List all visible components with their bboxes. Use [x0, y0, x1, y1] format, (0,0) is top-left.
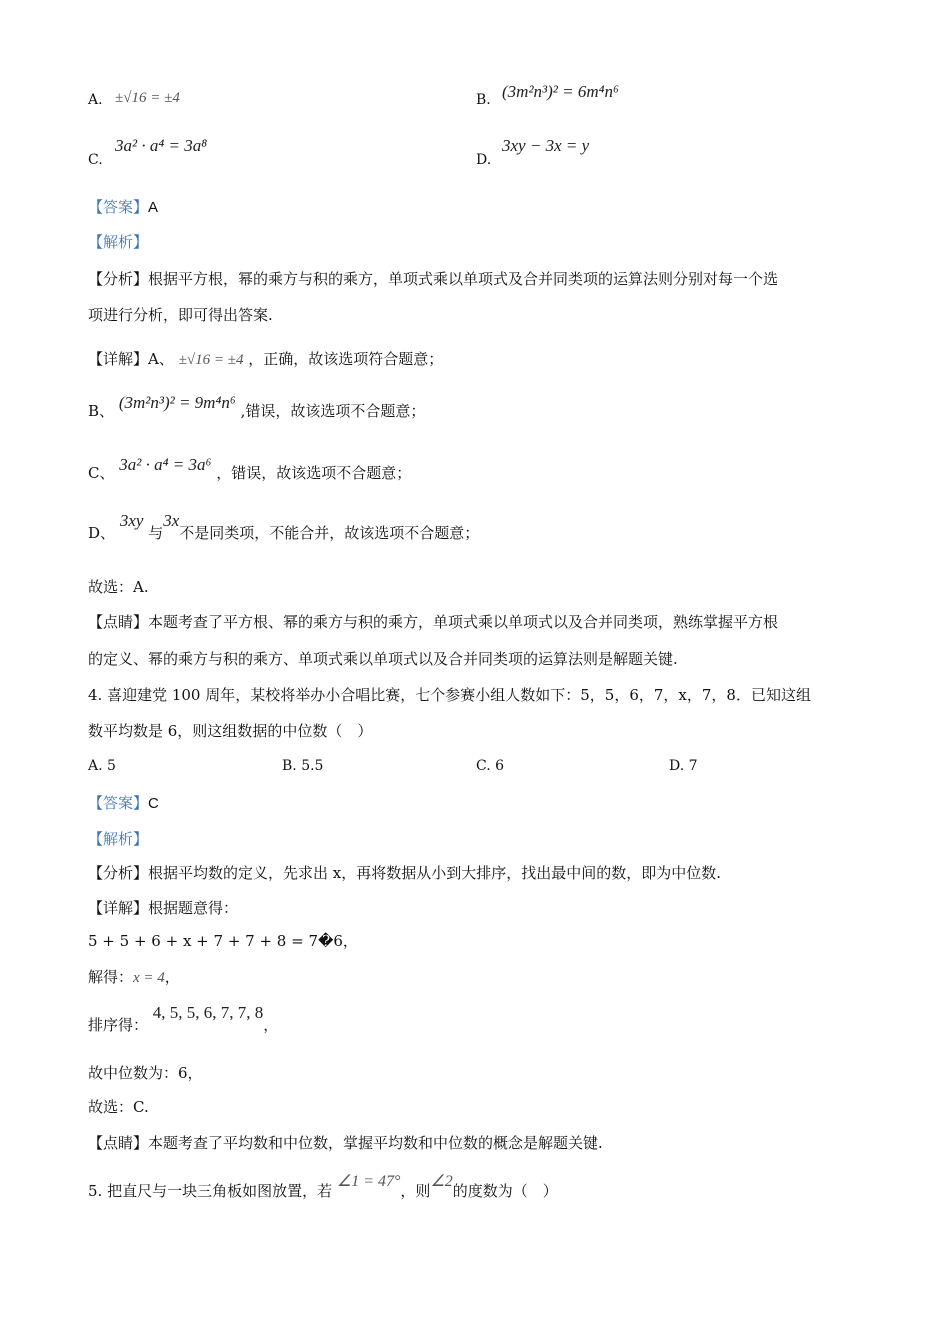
q5-stem-prefix: 5. 把直尺与一块三角板如图放置，若: [88, 1182, 333, 1200]
option-a-formula: ±√16 = ±4: [115, 90, 180, 106]
sort-sequence: 4, 5, 5, 6, 7, 7, 8: [152, 1003, 264, 1022]
d-prefix: D、: [88, 524, 116, 542]
q5-stem: [88, 1173, 558, 1201]
d-text: 不是同类项，不能合并，故该选项不合题意；: [179, 524, 480, 542]
option-a-label: A.: [88, 92, 103, 108]
option-b-formula: (3m²n³)² = 6m⁴n⁶: [502, 82, 619, 101]
answer-value: C: [148, 795, 159, 812]
q4-option-b: B. 5.5: [282, 758, 324, 774]
analysis-tag: 【解析】: [88, 830, 149, 848]
q4-solve: [88, 966, 180, 987]
q3-xiangjie-a: [88, 348, 443, 369]
c-formula: 3a² · a⁴ = 3a⁶: [119, 455, 212, 474]
option-b-label: B.: [476, 92, 491, 108]
q3-fenxi-cont: 项进行分析，即可得出答案.: [88, 306, 273, 324]
q4-option-a: A. 5: [88, 758, 116, 774]
q3-conclusion: 故选：A.: [88, 578, 149, 596]
b-prefix: B、: [88, 402, 115, 420]
q5-stem-mid: ，则: [400, 1182, 431, 1200]
analysis-tag: 【解析】: [88, 233, 149, 251]
q4-fenxi: 【分析】根据平均数的定义，先求出 x，再将数据从小到大排序，找出最中间的数，即为中位数.: [88, 864, 721, 882]
option-c-label: C.: [88, 152, 103, 168]
c-text: ，错误，故该选项不合题意；: [216, 464, 412, 482]
q4-median: 故中位数为：6，: [88, 1064, 203, 1082]
option-d-label: D.: [476, 152, 492, 168]
solve-formula: x = 4: [133, 970, 165, 986]
solve-suffix: ，: [164, 968, 180, 986]
q3-xiangjie-d: [88, 511, 480, 543]
answer-tag: 【答案】: [88, 794, 149, 812]
q3-xiangjie-b: [88, 393, 426, 421]
q4-xiangjie: 【详解】根据题意得：: [88, 899, 239, 917]
answer-value: A: [148, 199, 159, 216]
b-formula: (3m²n³)² = 9m⁴n⁶: [118, 393, 236, 412]
q4-stem-line2: 数平均数是 6，则这组数据的中位数（ ）: [88, 722, 373, 740]
xiangjie-prefix: 【详解】A、: [88, 350, 174, 368]
q3-xiangjie-c: [88, 455, 412, 483]
d-formula-2: 3x: [163, 511, 180, 530]
q4-option-c: C. 6: [476, 758, 505, 774]
xiangjie-a-formula: ±√16 = ±4: [178, 352, 244, 368]
q4-conclusion: 故选：C.: [88, 1098, 149, 1116]
sort-suffix: ，: [263, 1016, 279, 1034]
answer-tag: 【答案】: [88, 198, 149, 216]
d-formula-1: 3xy: [119, 511, 144, 530]
q3-fenxi: 【分析】根据平方根，幂的乘方与积的乘方，单项式乘以单项式及合并同类项的运算法则分别对每一个选: [88, 270, 779, 288]
q4-dianjing: 【点睛】本题考查了平均数和中位数，掌握平均数和中位数的概念是解题关键.: [88, 1134, 603, 1152]
q4-answer: [88, 792, 159, 813]
d-mid: 与: [148, 524, 164, 542]
sort-prefix: 排序得：: [88, 1016, 149, 1034]
q4-sort: [88, 1003, 279, 1035]
q3-answer: [88, 196, 158, 217]
c-prefix: C、: [88, 464, 115, 482]
angle2-formula: ∠2: [430, 1173, 453, 1190]
solve-prefix: 解得：: [88, 968, 134, 986]
b-text: ,错误，故该选项不合题意；: [240, 402, 426, 420]
q3-dianjing-cont: 的定义、幂的乘方与积的乘方、单项式乘以单项式以及合并同类项的运算法则是解题关键.: [88, 650, 678, 668]
q5-stem-suffix: 的度数为（ ）: [452, 1182, 558, 1200]
option-c-formula: 3a² · a⁴ = 3a⁸: [115, 136, 208, 155]
q4-equation: 5 + 5 + 6 + x + 7 + 7 + 8 = 7�6，: [88, 932, 358, 950]
option-d-formula: 3xy − 3x = y: [502, 136, 590, 155]
q4-stem-line1: 4. 喜迎建党 100 周年，某校将举办小合唱比赛，七个参赛小组人数如下：5，5，6，7，x，7，8．已知这组: [88, 686, 811, 704]
q3-dianjing: 【点睛】本题考查了平方根、幂的乘方与积的乘方，单项式乘以单项式以及合并同类项，熟练掌握平方根: [88, 613, 779, 631]
q4-option-d: D. 7: [669, 758, 698, 774]
xiangjie-a-text: ，正确，故该选项符合题意；: [248, 350, 444, 368]
angle1-formula: ∠1 = 47°: [336, 1173, 401, 1190]
